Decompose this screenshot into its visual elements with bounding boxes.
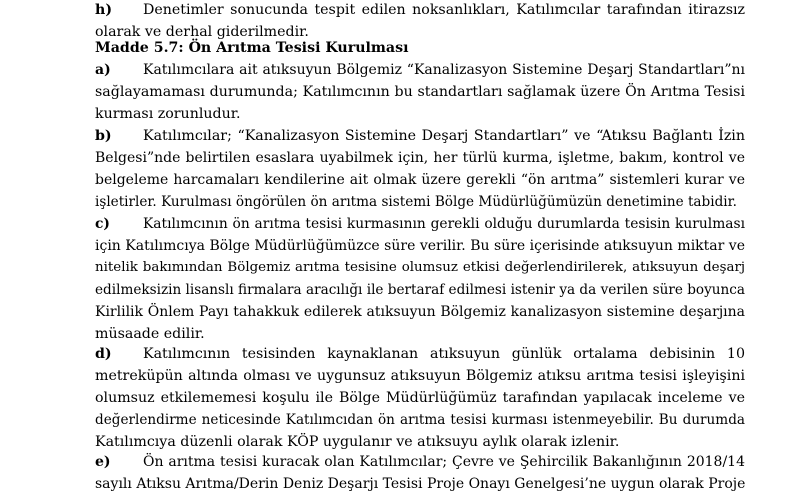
line-text: belgeleme harcamaları kendilerine ait olmak üzere gerekli “ön arıtma” sistemleri kurar ve — [95, 172, 745, 188]
item-e — [95, 451, 745, 491]
item-b — [95, 125, 745, 213]
line-text: Ön arıtma tesisi kuracak olan Katılımcılar; Çevre ve Şehircilik Bakanlığının 2018/14 — [143, 454, 745, 470]
text-line — [95, 387, 745, 409]
text-line — [95, 431, 745, 453]
line-text: kurması zorunludur. — [95, 106, 241, 122]
item-label: h) — [95, 2, 113, 18]
item-label: a) — [95, 62, 111, 78]
line-text: Katılımcıya düzenli olarak KÖP uygulanır ve atıksuyu aylık olarak izlenir. — [95, 434, 620, 450]
item-c — [95, 213, 745, 345]
line-text: Belgesi”nde belirtilen esaslara uyabilmek için, her türlü kurma, işletme, bakım, kontrol ve — [95, 150, 745, 166]
line-text: sağlayamaması durumunda; Katılımcının bu standartları sağlamak üzere Ön Arıtma Tesisi — [95, 84, 745, 100]
text-line — [95, 59, 745, 81]
item-label: b) — [95, 128, 112, 144]
text-line — [95, 451, 745, 473]
text-line — [95, 279, 745, 301]
item-label: c) — [95, 216, 110, 232]
item-a — [95, 59, 745, 125]
line-text: Katılımcının tesisinden kaynaklanan atıksuyun günlük ortalama debisinin 10 — [143, 346, 745, 362]
line-text: olumsuz etkilememesi koşulu ile Bölge Müdürlüğümüz tarafından yapılacak inceleme ve — [95, 390, 745, 406]
text-line — [95, 213, 745, 235]
line-text: müsaade edilir. — [95, 326, 205, 342]
line-text: Katılımcılara ait atıksuyun Bölgemiz “Kanalizasyon Sistemine Deşarj Standartları”nı — [143, 62, 745, 78]
line-text: sayılı Atıksu Arıtma/Derin Deniz Deşarjı Tesisi Proje Onayı Genelgesi’ne uygun olarak Proje — [95, 476, 746, 491]
text-line — [95, 473, 745, 491]
text-line — [95, 301, 745, 323]
line-text: nitelik bakımından Bölgemiz arıtma tesisine olumsuz etkisi değerlendirilerek, atıksuyun deşarj — [95, 260, 745, 275]
line-text: işletirler. Kurulması öngörülen ön arıtma sistemi Bölge Müdürlüğümüzün denetimine tabidir. — [95, 194, 737, 210]
text-line — [95, 81, 745, 103]
text-line — [95, 169, 745, 191]
heading-line — [95, 37, 745, 59]
item-label: e) — [95, 454, 111, 470]
line-text: olarak ve derhal giderilmedir. — [95, 24, 309, 40]
line-text: Katılımcının ön arıtma tesisi kurmasının gerekli olduğu durumlarda tesisin kurulması — [143, 216, 745, 232]
text-line — [95, 343, 745, 365]
line-text: için Katılımcıya Bölge Müdürlüğümüzce süre verilir. Bu süre içerisinde atıksuyun miktar ve — [95, 238, 745, 254]
line-text: değerlendirme neticesinde Katılımcıdan ön arıtma tesisi kurması istenmeyebilir. Bu durumda — [95, 412, 745, 428]
line-text: Kirlilik Önlem Payı tahakkuk edilerek atıksuyun Bölgemiz kanalizasyon sistemine deşarjına — [95, 304, 745, 320]
line-text: Denetimler sonucunda tespit edilen noksanlıkları, Katılımcılar tarafından itirazsız — [143, 2, 745, 18]
text-line — [95, 235, 745, 257]
text-line — [95, 365, 745, 387]
text-line — [95, 0, 745, 21]
text-line — [95, 323, 745, 345]
text-line — [95, 147, 745, 169]
text-line — [95, 257, 745, 279]
text-line — [95, 191, 745, 213]
line-text: metreküpün altında olması ve uygunsuz atıksuyun Bölgemiz atıksu arıtma tesisi işleyişini — [95, 368, 745, 384]
heading-text: Madde 5.7: Ön Arıtma Tesisi Kurulması — [95, 40, 409, 56]
text-line — [95, 103, 745, 125]
text-line — [95, 125, 745, 147]
item-label: d) — [95, 346, 112, 362]
line-text: Katılımcılar; “Kanalizasyon Sistemine Deşarj Standartları” ve “Atıksu Bağlantı İzin — [143, 128, 745, 144]
line-text: edilmeksizin lisanslı firmalara aracılığı ile bertaraf edilmesi istenir ya da verilen süre boyunca — [95, 282, 745, 298]
section-heading — [95, 37, 745, 59]
item-d — [95, 343, 745, 453]
text-line — [95, 409, 745, 431]
